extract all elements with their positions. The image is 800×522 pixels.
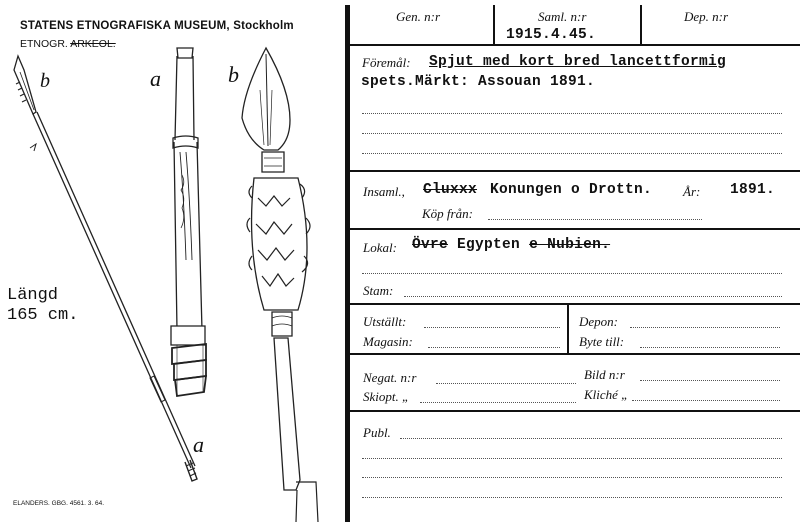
lokal-label: Lokal: — [363, 240, 397, 255]
insaml-rule — [345, 228, 800, 230]
negat-rule — [345, 410, 800, 412]
dep-label: Dep. n:r — [684, 9, 729, 24]
lokal-value — [412, 237, 610, 253]
bild-label: Bild n:r — [584, 367, 625, 382]
utstallt-dotline — [424, 327, 560, 328]
full-spear-drawing — [14, 56, 197, 481]
kop-dotline — [488, 219, 702, 220]
printer-line: ELANDERS. GBG. 4561. 3. 64. — [13, 500, 105, 507]
fig-label-a-top: a — [150, 66, 161, 91]
insaml-struck: Cluxxx — [423, 182, 478, 198]
skiopt-label: Skiopt. „ — [363, 389, 410, 404]
length-label: Längd — [7, 286, 59, 305]
stam-dotline — [404, 296, 782, 297]
saml-dep-divider — [640, 5, 642, 45]
fig-label-b-top: b — [228, 62, 239, 87]
negat-dotline — [436, 383, 576, 384]
length-value: 165 cm. — [7, 306, 79, 325]
publ-dotline-3 — [362, 477, 782, 478]
foremal-dotline-3 — [362, 153, 782, 154]
utstallt-label: Utställt: — [363, 314, 407, 329]
lokal-dotline — [362, 273, 782, 274]
negat-label: Negat. n:r — [363, 370, 417, 385]
kliche-label: Kliché „ — [584, 387, 629, 402]
publ-dotline-2 — [362, 458, 782, 459]
ar-value: 1891. — [730, 182, 776, 198]
insaml-label: Insaml., — [363, 184, 405, 199]
saml-value: 1915.4.45. — [506, 27, 597, 43]
lokal-value-struck-1: Övre — [412, 237, 449, 253]
dept-arkeol: ARKEOL. — [70, 38, 116, 50]
lokal-value-struck-2: e Nubien. — [529, 237, 611, 253]
spear-drawings — [0, 0, 345, 522]
saml-label: Saml. n:r — [538, 9, 587, 24]
depon-divider — [567, 305, 569, 353]
foremal-line2: spets.Märkt: Assouan 1891. — [361, 74, 596, 90]
bild-dotline — [640, 380, 780, 381]
byte-dotline — [640, 347, 780, 348]
stam-label: Stam: — [363, 283, 394, 298]
kop-label: Köp från: — [422, 206, 473, 221]
skiopt-dotline — [420, 402, 576, 403]
fig-label-a-bottom: a — [193, 432, 204, 457]
depon-label: Depon: — [579, 314, 618, 329]
foremal-dotline-2 — [362, 133, 782, 134]
fig-label-b-small: b — [40, 70, 50, 92]
spearhead-detail-drawing — [242, 48, 318, 522]
lokal-rule — [345, 303, 800, 305]
foremal-line1: Spjut med kort bred lancettformig — [429, 54, 727, 70]
foremal-dotline-1 — [362, 113, 782, 114]
gen-saml-divider — [493, 5, 495, 45]
publ-dotline-1 — [400, 438, 782, 439]
byte-label: Byte till: — [579, 334, 625, 349]
depon-dotline — [630, 327, 780, 328]
card-left-border — [345, 5, 350, 522]
museum-header: STATENS ETNOGRAFISKA MUSEUM, Stockholm — [20, 20, 294, 32]
publ-label: Publ. — [363, 425, 391, 440]
depon-rule — [345, 353, 800, 355]
ar-label: År: — [683, 184, 701, 199]
publ-dotline-4 — [362, 497, 782, 498]
header-rule — [345, 44, 800, 46]
lokal-value-mid: Egypten — [457, 237, 521, 253]
kliche-dotline — [632, 400, 780, 401]
shaft-detail-drawing — [171, 48, 206, 396]
magasin-label: Magasin: — [363, 334, 413, 349]
dept-etnogr: ETNOGR. — [20, 38, 68, 50]
insaml-value: Konungen o Drottn. — [490, 182, 653, 198]
foremal-label: Föremål: — [362, 55, 411, 70]
magasin-dotline — [428, 347, 560, 348]
foremal-rule — [345, 170, 800, 172]
gen-label: Gen. n:r — [396, 9, 441, 24]
